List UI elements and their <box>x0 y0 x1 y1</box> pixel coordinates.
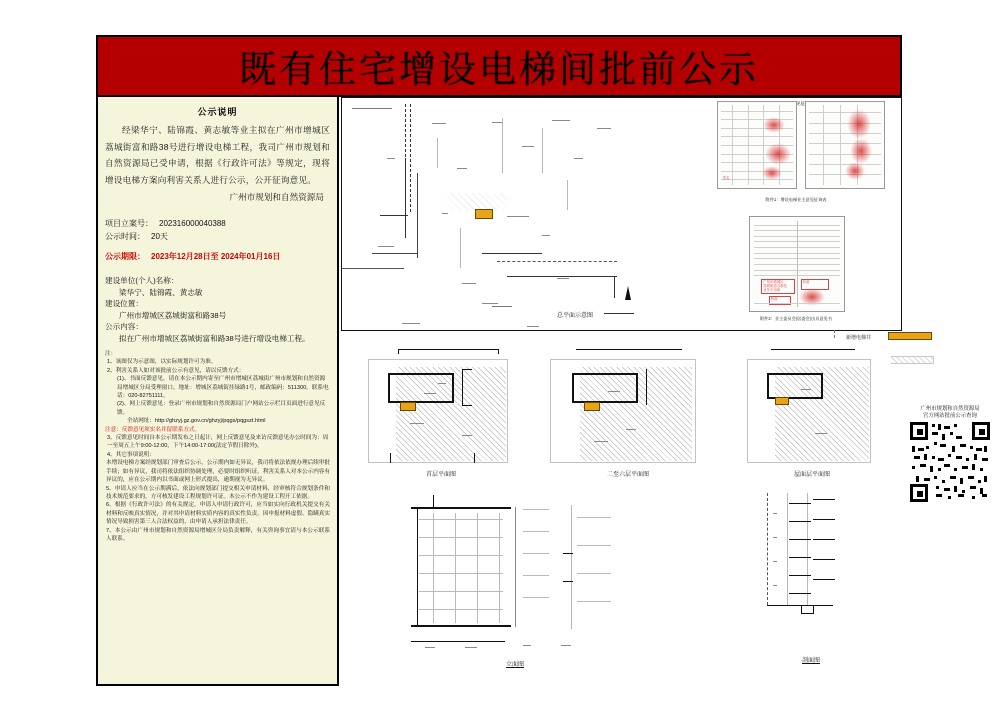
field-duration-value: 20天 <box>151 232 168 241</box>
drawing-caption-section: 剖面图 <box>801 658 820 664</box>
note-item: (1)、书面反馈意见，请在本公示期内寄至广州市增城区荔城街广州市规划和自然资源局增城区分局受理窗口，地址：增城区荔城街挂绿路1号，邮政编码：511300，联系电话：020-82751111。 <box>117 376 329 400</box>
drawing-section <box>761 489 891 679</box>
drawing-caption-elevation: 立面图 <box>505 662 524 668</box>
field-case-number <box>105 218 330 229</box>
note-item: 6、根据《行政许可法》的有关规定，申请人申请行政许可，应当如实向行政机关提交有关材料和反映真实情况，并对其申请材料实质内容的真实性负责。因申报材料虚假、隐瞒真实情况导致损害第三人合法权益的，由申请人承担法律责任。 <box>106 502 330 526</box>
legend-swatch-new-elevator <box>888 332 932 340</box>
field-case-number-value: 202316000040388 <box>159 219 226 228</box>
note-item: 4、其它事项说明： <box>107 451 155 458</box>
plan-caption-first-floor: 首层平面图 <box>425 472 456 478</box>
field-period-value: 2023年12月28日至 2024年01月16日 <box>151 252 281 261</box>
north-arrow-icon <box>625 286 631 300</box>
notice-body-paragraph: 经梁华宁、陆锦霞、黄志敏等业主拟在广州市增城区荔城街富和路38号进行增设电梯工程，我司广州市规划和自然资源局已受申请，根据《行政许可法》等规定，现将增设电梯方案向利害关系人进行公示，公开征询意见。 <box>105 125 330 185</box>
qr-caption <box>905 404 995 420</box>
drawing-area <box>341 97 902 686</box>
qr-caption-line2: 官方网站批前公示查询 <box>923 413 977 419</box>
plan-roof <box>741 345 891 478</box>
note-item: 2、利害关系人如对该批前公示有意见，请以反馈方式： <box>107 367 245 374</box>
field-content-label: 公示内容： <box>105 322 143 331</box>
legend-label-new-elevator: 新增电梯井 <box>846 335 872 341</box>
qr-caption-line1: 广州市规划和自然资源局 <box>920 406 980 412</box>
scanned-document-1-footer: 附件1：增设电梯业主意见征询表 <box>765 197 827 202</box>
legend-swatch-building-scope <box>890 356 934 364</box>
note-item: 1、该图仅为示意图，以实际规划许可为准。 <box>107 359 217 366</box>
info-panel <box>96 97 339 686</box>
field-duration <box>105 231 330 242</box>
field-period-label: 公示期限： <box>105 252 145 261</box>
field-content-value: 拟在广州市增城区荔城街富和路38号进行增设电梯工程。 <box>119 333 310 343</box>
elevator-shaft-marker <box>775 397 789 405</box>
field-applicant-value: 梁华宁、陆锦霞、黄志敏 <box>119 287 203 297</box>
elevator-shaft-marker <box>400 402 416 411</box>
plan-upper-floors <box>546 345 721 478</box>
page-title: 既有住宅增设电梯间批前公示 <box>239 48 759 91</box>
note-item: 7、本公示由广州市规划和自然资源局增城区分局负责解释，有关咨询事宜请与本公示联系人联系。 <box>106 527 330 542</box>
section-title-notice: 公示说明 <box>197 107 238 117</box>
field-content <box>105 321 330 344</box>
note-item: 3、反馈意见时间自本公示期发布之日起计，网上反馈意见及来访反馈意见办公时间为：周一至周五上午9:00-12:00，下午14:00-17:00(法定节假日除外)。 <box>107 435 329 450</box>
field-applicant-label: 建设单位(个人)名称： <box>105 276 179 285</box>
plan-first-floor <box>366 345 531 478</box>
note-item: 5、申请人应当在公示期满后，依法向规划部门提交相关申请材料，经审核符合规划条件和技术规范要求的，方可核发建设工程规划许可证。本公示不作为建设工程开工依据。 <box>106 485 330 500</box>
notes-title: 注： <box>105 351 117 357</box>
scanned-document-2: 广州市增城区 荔城街道办事处 业务专用章 同意 核准 附件2：业主委员会(居委会)出具意见书 <box>693 216 899 330</box>
note-item: (2)、网上反馈意见：登录广州市规划和自然资源局门户网站公示栏目页面进行意见反馈。 <box>117 401 326 416</box>
field-period <box>105 251 330 262</box>
notes-block <box>105 350 330 543</box>
elevator-shaft-marker <box>584 402 600 411</box>
field-location <box>105 298 330 321</box>
field-case-number-label: 项目立案号： <box>105 219 153 228</box>
siteplan-caption: 总平面示意图 <box>556 313 593 319</box>
plan-caption-upper-floors: 二至六层平面图 <box>606 472 649 478</box>
new-elevator-marker <box>475 209 493 219</box>
qr-code-image[interactable] <box>910 422 990 502</box>
drawing-elevation <box>411 489 671 679</box>
scanned-document-1: 签名 附件1：增设电梯业主意见征询表 <box>693 101 899 213</box>
title-banner <box>96 35 902 97</box>
plan-caption-roof: 屋面层平面图 <box>793 472 830 478</box>
note-item-warning: 注意：反馈意见须实名并留联系方式。 <box>105 426 201 433</box>
field-location-label: 建设位置： <box>105 299 143 308</box>
qr-block <box>905 404 995 508</box>
note-item-url[interactable]: 全站网址：http://ghzyj.gz.gov.cn/ghzyj/pqgs/pqgszt.html <box>127 418 266 425</box>
field-duration-label: 公示时间： <box>105 232 145 241</box>
scanned-document-2-footer: 附件2：业主委员会(居委会)出具意见书 <box>759 316 833 321</box>
siteplan-frame <box>341 97 902 341</box>
field-applicant <box>105 275 330 298</box>
scanned-documents-column <box>689 98 903 332</box>
issuing-authority: 广州市规划和自然资源局 <box>229 192 324 202</box>
note-item: 本增设电梯方案经规划部门审查后公示，公示期内如无异议，我司将依法依规办理后续审批手续；如有异议，我司将依法组织协调处理，必要时组织听证。利害关系人对本公示内容有异议的，应在公示期内以书面或网上形式提出，逾期视为无异议。 <box>106 460 330 484</box>
field-location-value: 广州市增城区荔城街富和路38号 <box>119 310 227 320</box>
